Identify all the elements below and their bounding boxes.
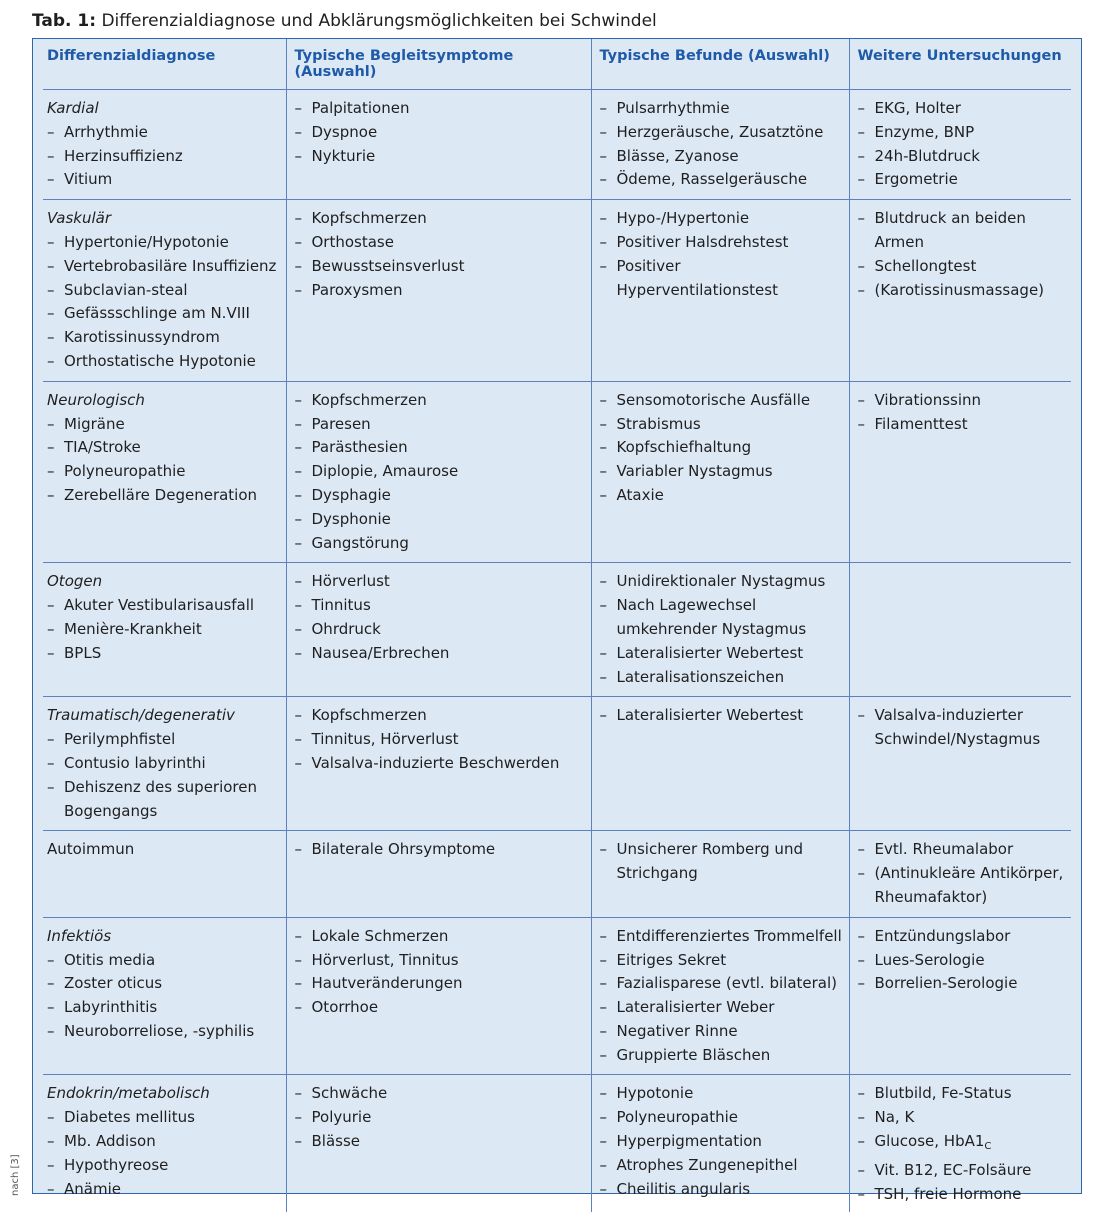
list-item [600,1106,845,1130]
list-item [47,484,282,508]
list-item [600,413,845,437]
category-title: Kardial [47,99,99,117]
list-item-text: Karotissinussyndrom [64,328,220,347]
symptoms-cell [286,563,591,697]
tests-cell [849,200,1071,382]
caption-label: Tab. 1: [32,11,97,31]
list-item-text: TSH, freie Hormone [874,1184,1022,1203]
table-row [43,1075,1071,1212]
list-item [295,436,587,460]
symptoms-cell [286,381,591,563]
list-item [858,1159,1068,1183]
list-item-text: Arrhythmie [64,122,148,141]
list-item [600,949,845,973]
list-item [47,231,282,255]
list-item [295,1082,587,1106]
list-item [600,484,845,508]
list-item [47,618,282,642]
list-item [600,1154,845,1178]
list-item [295,484,587,508]
category-title: Vaskulär [47,209,112,228]
list-item [47,145,282,169]
list-item-text: Dysphagie [311,485,391,504]
list-item-text: Hörverlust, Tinnitus [311,950,459,969]
tests-cell [849,1075,1071,1212]
list-item [295,255,587,279]
list-item-text: Labyrinthitis [64,998,158,1017]
list-item-text: Hautveränderungen [311,974,463,993]
list-item-text: Subclavian-steal [64,280,188,299]
list-item-text: Schellongtest [874,256,977,275]
list-item-text: Valsalva-induzierte Beschwerden [311,753,560,772]
diagnosis-cell [43,381,286,563]
table-row [43,90,1071,200]
category-title: Otogen [47,572,103,591]
list-item-text: Kopfschmerzen [311,390,427,409]
list-item [295,594,587,618]
findings-cell [591,90,849,200]
diagnosis-cell [43,831,286,917]
list-item-text: Mb. Addison [64,1132,156,1151]
table-row [43,563,1071,697]
list-item-text: Menière-Krankheit [64,619,202,638]
list-item-text: Dysphonie [311,509,391,528]
table-frame [32,38,1082,1203]
list-item [858,255,1068,279]
list-item [858,97,1068,121]
column-header: Typische Begleitsymptome (Auswahl) [286,39,591,90]
symptoms-cell [286,1075,591,1212]
list-item-text: Diplopie, Amaurose [311,462,459,481]
list-item-text: Akuter Vestibularisausfall [64,596,255,615]
list-item [295,532,587,556]
list-item [295,1130,587,1154]
findings-cell [591,381,849,563]
list-item-text: Filamenttest [874,414,968,433]
category-title: Neurologisch [47,390,145,409]
list-item-text: Dyspnoe [311,122,378,141]
list-item [295,413,587,437]
symptoms-cell [286,831,591,917]
list-item [295,925,587,949]
list-item [295,570,587,594]
list-item-text: Ergometrie [874,170,958,189]
list-item [47,1020,282,1044]
list-item-text: Gruppierte Bläschen [616,1045,771,1064]
list-item [858,925,1068,949]
list-item-text: (Antinukleäre Antikörper, Rheumafaktor) [874,864,1064,906]
list-item-text: Perilymphfistel [64,730,176,749]
list-item [858,389,1068,413]
list-item-text: Zoster oticus [64,974,163,993]
list-item [295,508,587,532]
list-item [600,594,845,642]
findings-cell [591,1075,849,1212]
list-item [858,1130,1068,1159]
list-item [600,389,845,413]
list-item-text: Polyneuropathie [616,1108,738,1127]
symptoms-cell [286,917,591,1075]
tests-cell [849,831,1071,917]
list-item [47,302,282,326]
findings-cell [591,563,849,697]
column-header: Weitere Untersuchungen [849,39,1071,90]
symptoms-cell [286,200,591,382]
list-item-text: Palpitationen [311,99,410,117]
list-item [600,436,845,460]
list-item-text: Hypo-/Hypertonie [616,209,750,228]
list-item [858,949,1068,973]
list-item-text: Otitis media [64,950,156,969]
list-item-text: Kopfschmerzen [311,706,427,725]
list-item-text: Polyurie [311,1108,372,1127]
list-item-text: Tinnitus, Hörverlust [311,730,459,749]
list-item-text: Entdifferenziertes Trommelfell [616,926,842,945]
list-item-text: Vit. B12, EC-Folsäure [874,1160,1032,1179]
list-item-text: Gangstörung [311,533,409,552]
list-item-text: BPLS [64,643,102,662]
diagnosis-cell [43,90,286,200]
list-item [858,145,1068,169]
list-item [600,1130,845,1154]
list-item-text: Contusio labyrinthi [64,753,206,772]
list-item [295,1106,587,1130]
list-item [600,704,845,728]
list-item [47,350,282,374]
list-item [47,168,282,192]
list-item-text: Lues-Serologie [874,950,985,969]
list-item-text: Lateralisierter Weber [616,998,775,1017]
list-item-text: Unsicherer Romberg und Strichgang [616,840,803,883]
list-item-text: Fazialisparese (evtl. bilateral) [616,974,837,993]
list-item-text: Positiver Hyperventilationstest [616,256,778,299]
list-item [600,121,845,145]
list-item-text: Tinnitus [311,596,371,615]
findings-cell [591,200,849,382]
list-item-text: Evtl. Rheumalabor [874,840,1014,859]
list-item-text: Glucose, HbA1 [874,1132,985,1151]
list-item-text: Hypertonie/Hypotonie [64,232,229,251]
list-item-text: Hörverlust [311,572,390,591]
subscript: C [984,1141,992,1153]
list-item-text: Valsalva-induzierter Schwindel/Nystagmus [874,706,1041,749]
list-item [47,972,282,996]
list-item [47,776,282,824]
list-item [600,838,845,886]
list-item-text: Vertebrobasiläre Insuffizienz [64,256,277,275]
list-item [295,704,587,728]
list-item [47,949,282,973]
list-item [47,1130,282,1154]
list-item [600,1082,845,1106]
list-item-text: Ataxie [616,485,664,504]
source-note [10,1156,24,1196]
list-item-text: Ohrdruck [311,619,381,638]
list-item [600,97,845,121]
list-item [858,279,1068,303]
list-item [858,1183,1068,1207]
source-note-text: nach [3] [10,1154,21,1196]
list-item-text: Lokale Schmerzen [311,926,449,945]
list-item [47,752,282,776]
header-row [43,39,1071,90]
list-item-text: Nach Lagewechsel umkehrender Nystagmus [616,596,807,638]
list-item-text: Dehiszenz des superioren Bogengangs [64,777,258,820]
column-header: Typische Befunde (Auswahl) [591,39,849,90]
list-item-text: Nykturie [311,146,376,165]
list-item [858,207,1068,255]
list-item [47,121,282,145]
list-item-text: Vibrationssinn [874,390,982,409]
list-item [47,436,282,460]
list-item [295,207,587,231]
list-item [47,728,282,752]
list-item-text: Hyperpigmentation [616,1132,762,1151]
list-item-text: Paroxysmen [311,280,403,299]
list-item [295,728,587,752]
list-item-text: Paresen [311,414,371,433]
list-item-text: Nausea/Erbrechen [311,643,450,662]
list-item [47,460,282,484]
list-item-text: EKG, Holter [874,99,961,117]
tests-cell [849,563,1071,697]
list-item-text: Neuroborreliose, -syphilis [64,1021,255,1040]
table-row [43,697,1071,831]
list-item [295,949,587,973]
list-item [600,972,845,996]
list-item [47,1154,282,1178]
list-item-text: Schwäche [311,1084,388,1103]
list-item-text: Hypothyreose [64,1155,169,1174]
table-body [43,90,1071,1213]
table-row [43,917,1071,1075]
table-caption [32,10,657,32]
list-item [295,279,587,303]
list-item-text: Anämie [64,1179,121,1198]
table-row [43,381,1071,563]
list-item-text: Zerebelläre Degeneration [64,485,258,504]
list-item-text: Otorrhoe [311,998,379,1017]
list-item [47,413,282,437]
list-item-text: Vitium [64,170,113,189]
list-item-text: Blutdruck an beiden Armen [874,209,1026,251]
list-item [295,996,587,1020]
list-item [295,618,587,642]
list-item-text: Ödeme, Rasselgeräusche [616,170,808,189]
list-item [600,996,845,1020]
list-item-text: Strabismus [616,414,701,433]
list-item-text: Entzündungslabor [874,926,1011,945]
list-item [47,279,282,303]
list-item-text: Bewusstseinsverlust [311,256,465,275]
category-title: Traumatisch/degenerativ [47,706,235,725]
list-item [600,231,845,255]
list-item [47,326,282,350]
list-item-text: Hypotonie [616,1084,694,1103]
list-item-text: Kopfschiefhaltung [616,438,752,457]
list-item-text: Enzyme, BNP [874,122,975,141]
list-item [600,145,845,169]
list-item-text: Lateralisierter Webertest [616,643,804,662]
list-item [600,642,845,666]
list-item [858,972,1068,996]
list-item [295,145,587,169]
findings-cell [591,831,849,917]
list-item [600,1020,845,1044]
symptoms-cell [286,697,591,831]
diagnosis-cell [43,697,286,831]
list-item-text: Herzinsuffizienz [64,146,183,165]
list-item [600,168,845,192]
list-item-text: Cheilitis angularis [616,1179,751,1198]
diagnosis-cell [43,563,286,697]
list-item-text: (Karotissinusmassage) [874,280,1045,299]
list-item [600,207,845,231]
list-item-text: Sensomotorische Ausfälle [616,390,811,409]
list-item-text: Eitriges Sekret [616,950,727,969]
list-item [295,460,587,484]
list-item [47,255,282,279]
tests-cell [849,917,1071,1075]
list-item-text: Negativer Rinne [616,1021,738,1040]
list-item-text: TIA/Stroke [64,438,141,457]
list-item [600,1044,845,1068]
list-item-text: Bilaterale Ohrsymptome [311,840,496,859]
list-item [600,1178,845,1202]
category-title: Endokrin/metabolisch [47,1084,210,1103]
tests-cell [849,90,1071,200]
list-item [47,594,282,618]
category-title: Autoimmun [47,840,135,859]
list-item [295,121,587,145]
list-item-text: Orthostase [311,232,394,251]
list-item-text: Atrophes Zungenepithel [616,1155,798,1174]
table-row [43,831,1071,917]
tests-cell [849,697,1071,831]
list-item-text: Gefässschlinge am N.VIII [64,304,250,323]
list-item-text: Lateralisierter Webertest [616,706,804,725]
list-item-text: Herzgeräusche, Zusatztöne [616,122,824,141]
list-item [47,642,282,666]
list-item-text: Lateralisationszeichen [616,667,785,686]
list-item-text: Blässe, Zyanose [616,146,739,165]
list-item-text: Polyneuropathie [64,462,186,481]
list-item [295,972,587,996]
list-item [600,570,845,594]
differential-diagnosis-table [43,39,1071,1212]
list-item-text: Variabler Nystagmus [616,462,773,481]
diagnosis-cell [43,200,286,382]
list-item-text: Borrelien-Serologie [874,974,1018,993]
list-item [858,121,1068,145]
caption-text: Differenzialdiagnose und Abklärungsmöglichkeiten bei Schwindel [101,11,657,31]
list-item-text: Positiver Halsdrehstest [616,232,789,251]
list-item [858,838,1068,862]
list-item [858,413,1068,437]
list-item-text: Blässe [311,1132,361,1151]
findings-cell [591,697,849,831]
list-item [47,1178,282,1202]
symptoms-cell [286,90,591,200]
list-item [295,231,587,255]
column-header: Differenzialdiagnose [43,39,286,90]
list-item [858,862,1068,910]
list-item [858,704,1068,752]
list-item [600,255,845,303]
table-row [43,200,1071,382]
list-item [600,666,845,690]
list-item-text: Pulsarrhythmie [616,99,730,117]
list-item [295,752,587,776]
findings-cell [591,917,849,1075]
list-item-text: Migräne [64,414,125,433]
category-title: Infektiös [47,926,112,945]
list-item [295,97,587,121]
list-item-text: Orthostatische Hypotonie [64,351,256,370]
list-item [47,996,282,1020]
list-item-text: Na, K [874,1108,915,1127]
diagnosis-cell [43,917,286,1075]
list-item-text: Diabetes mellitus [64,1108,195,1127]
list-item [600,925,845,949]
list-item [600,460,845,484]
list-item [47,1106,282,1130]
list-item-text: 24h-Blutdruck [874,146,980,165]
list-item [295,642,587,666]
list-item [858,1106,1068,1130]
list-item-text: Unidirektionaler Nystagmus [616,572,826,591]
list-item [295,389,587,413]
list-item-text: Parästhesien [311,438,408,457]
list-item [858,168,1068,192]
list-item-text: Blutbild, Fe-Status [874,1084,1012,1103]
list-item [295,838,587,862]
list-item [858,1082,1068,1106]
diagnosis-cell [43,1075,286,1212]
tests-cell [849,381,1071,563]
list-item-text: Kopfschmerzen [311,209,427,228]
